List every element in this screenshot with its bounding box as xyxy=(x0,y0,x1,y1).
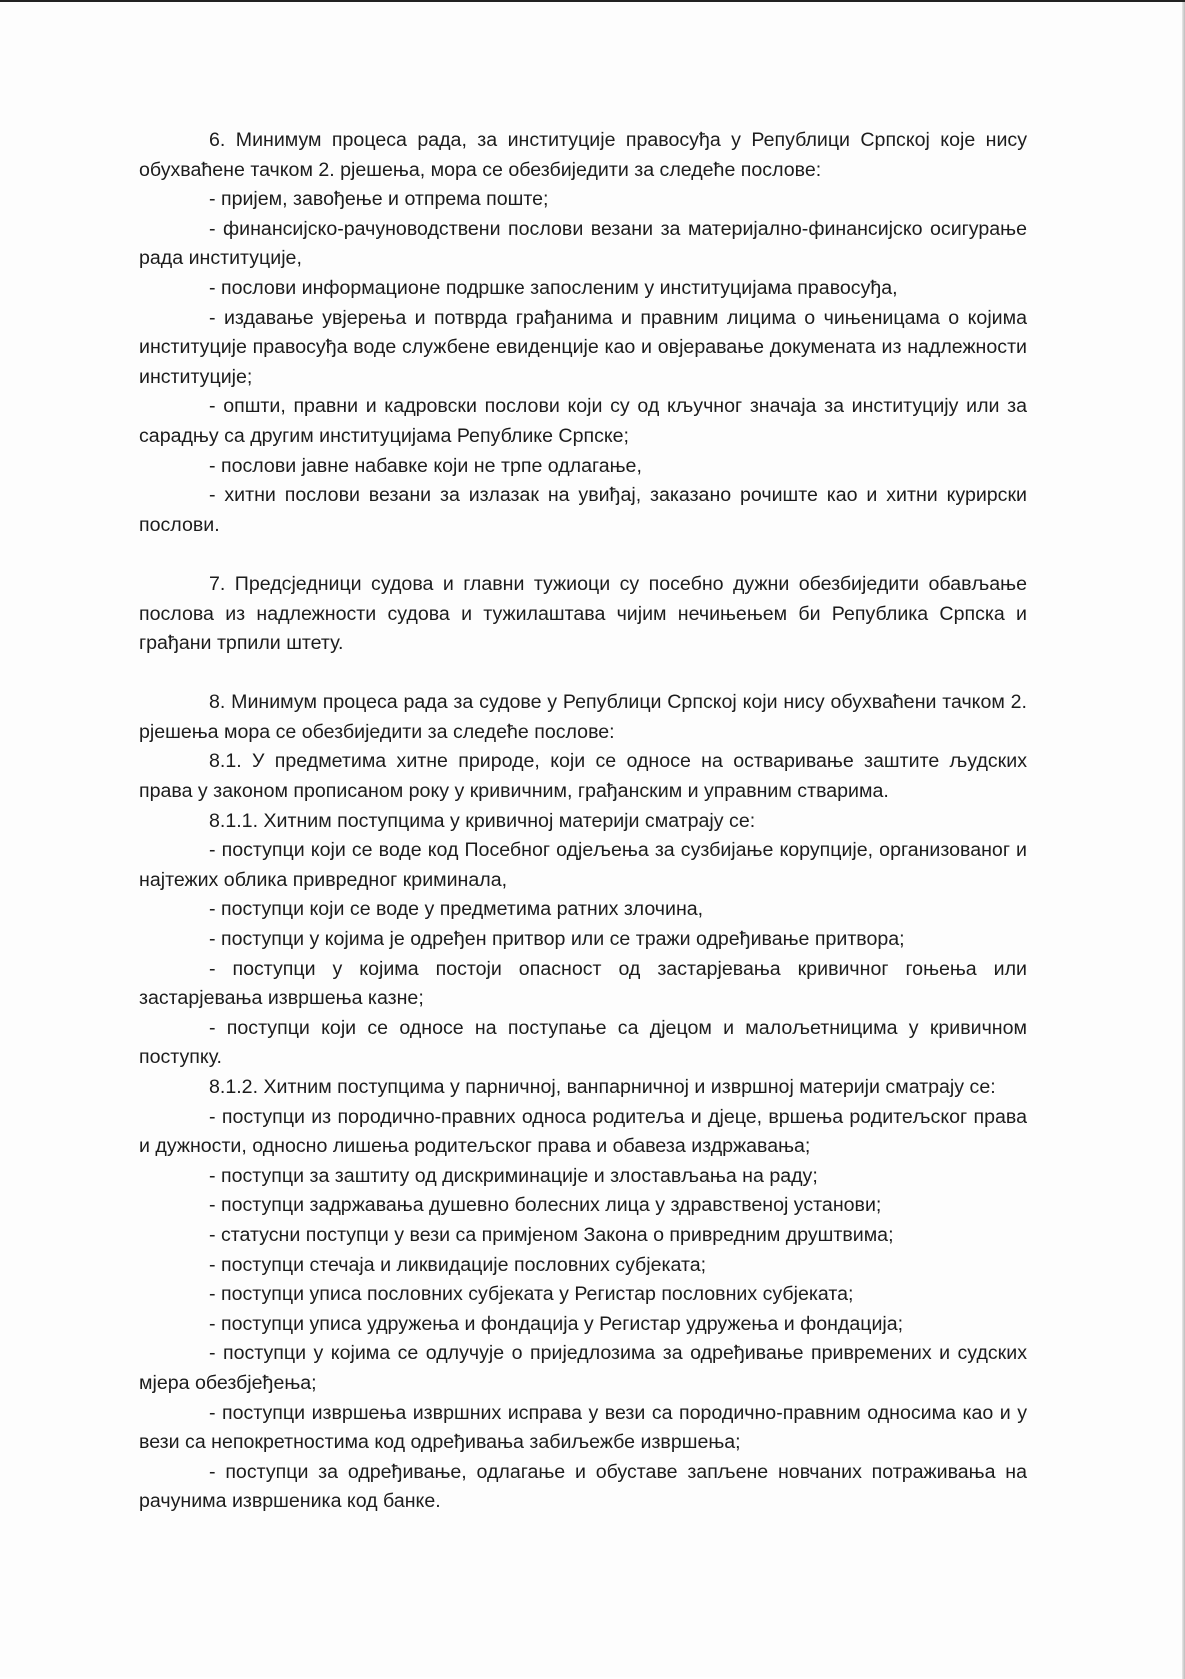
list-item: - статусни поступци у вези са примјеном Закона о привредним друштвима; xyxy=(209,1223,894,1246)
list-item: - поступци уписа удружења и фондација у Регистар удружења и фондација; xyxy=(209,1312,904,1335)
list-item: - поступци стечаја и ликвидације пословних субјеката; xyxy=(209,1253,707,1276)
list-item: - поступци који се односе на поступање са дјецом и малољетницима у кривичном поступку. xyxy=(139,1016,1027,1069)
list-item: - финансијско-рачуноводствени послови везани за материјално-финансијско осигурање рада институције, xyxy=(139,217,1027,270)
list-item: - поступци у којима је одређен притвор или се тражи одређивање притвора; xyxy=(209,928,905,951)
paragraph-8-1-1: 8.1.1. Хитним поступцима у кривичној материји сматрају се: xyxy=(209,809,756,832)
list-item: - поступци који се воде у предметима ратних злочина, xyxy=(209,898,704,921)
list-item: - послови информационе подршке запосленим у институцијама правосуђа, xyxy=(209,276,898,299)
paragraph-8-1: 8.1. У предметима хитне природе, који се односе на остваривање заштите људских права у законом прописаном року у кривичним, грађанским и управним стварима. xyxy=(139,750,1027,803)
paragraph-6: 6. Минимум процеса рада, за институције правосуђа у Републици Српској које нису обухваћене тачком 2. рјешења, мора се обезбиједити за следеће послове: xyxy=(139,129,1027,181)
list-item: - поступци за заштиту од дискриминације и злостављања на раду; xyxy=(209,1164,818,1187)
list-item: - послови јавне набавке који не трпе одлагање, xyxy=(209,454,642,477)
document-body xyxy=(139,126,1027,1517)
list-item: - поступци у којима постоји опасност од застарјевања кривичног гоњења или застарјевања извршења казне; xyxy=(139,957,1027,1010)
list-item: - пријем, завођење и отпрема поште; xyxy=(209,188,549,211)
paragraph-spacer xyxy=(139,540,1027,570)
list-item: - поступци за одређивање, одлагање и обуставе запљене новчаних потраживања на рачунима извршеника код банке. xyxy=(139,1460,1027,1513)
list-item: - поступци уписа пословних субјеката у Регистар пословних субјеката; xyxy=(209,1283,854,1306)
paragraph-8-1-2: 8.1.2. Хитним поступцима у парничној, ванпарничној и извршној материји сматрају се: xyxy=(209,1076,996,1098)
paragraph-spacer xyxy=(139,659,1027,689)
paragraph-8: 8. Минимум процеса рада за судове у Републици Српској који нису обухваћени тачком 2. рјешења мора се обезбиједити за следеће послове: xyxy=(139,691,1027,743)
list-item: - поступци из породично-правних односа родитеља и дјеце, вршења родитељског права и дужности, односно лишења родитељског права и обавеза издржавања; xyxy=(139,1105,1027,1158)
paragraph-7: 7. Предсједници судова и главни тужиоци су посебно дужни обезбиједити обављање послова из надлежности судова и тужилаштава чијим нечињењем би Република Српска и грађани трпили штету. xyxy=(139,572,1027,655)
list-item: - поступци извршења извршних исправа у вези са породично-правним односима као и у вези са непокретностима код одређивања забиљежбе извршења; xyxy=(139,1401,1027,1454)
list-item: - издавање увјерења и потврда грађанима и правним лицима о чињеницама о којима институције правосуђа воде службене евиденције као и овјеравање докумената из надлежности институције; xyxy=(139,306,1027,388)
list-item: - поступци задржавања душевно болесних лица у здравственој установи; xyxy=(209,1194,882,1217)
list-item: - поступци у којима се одлучује о приједлозима за одређивање привремених и судских мјера обезбјеђења; xyxy=(139,1342,1027,1394)
list-item: - хитни послови везани за излазак на увиђај, заказано рочиште као и хитни курирски послови. xyxy=(139,484,1027,536)
list-item: - поступци који се воде код Посебног одјељења за сузбијање корупције, организованог и најтежих облика привредног криминала, xyxy=(139,839,1027,891)
list-item: - општи, правни и кадровски послови који су од кључног значаја за институцију или за сарадњу са другим институцијама Републике Српске; xyxy=(139,395,1027,447)
